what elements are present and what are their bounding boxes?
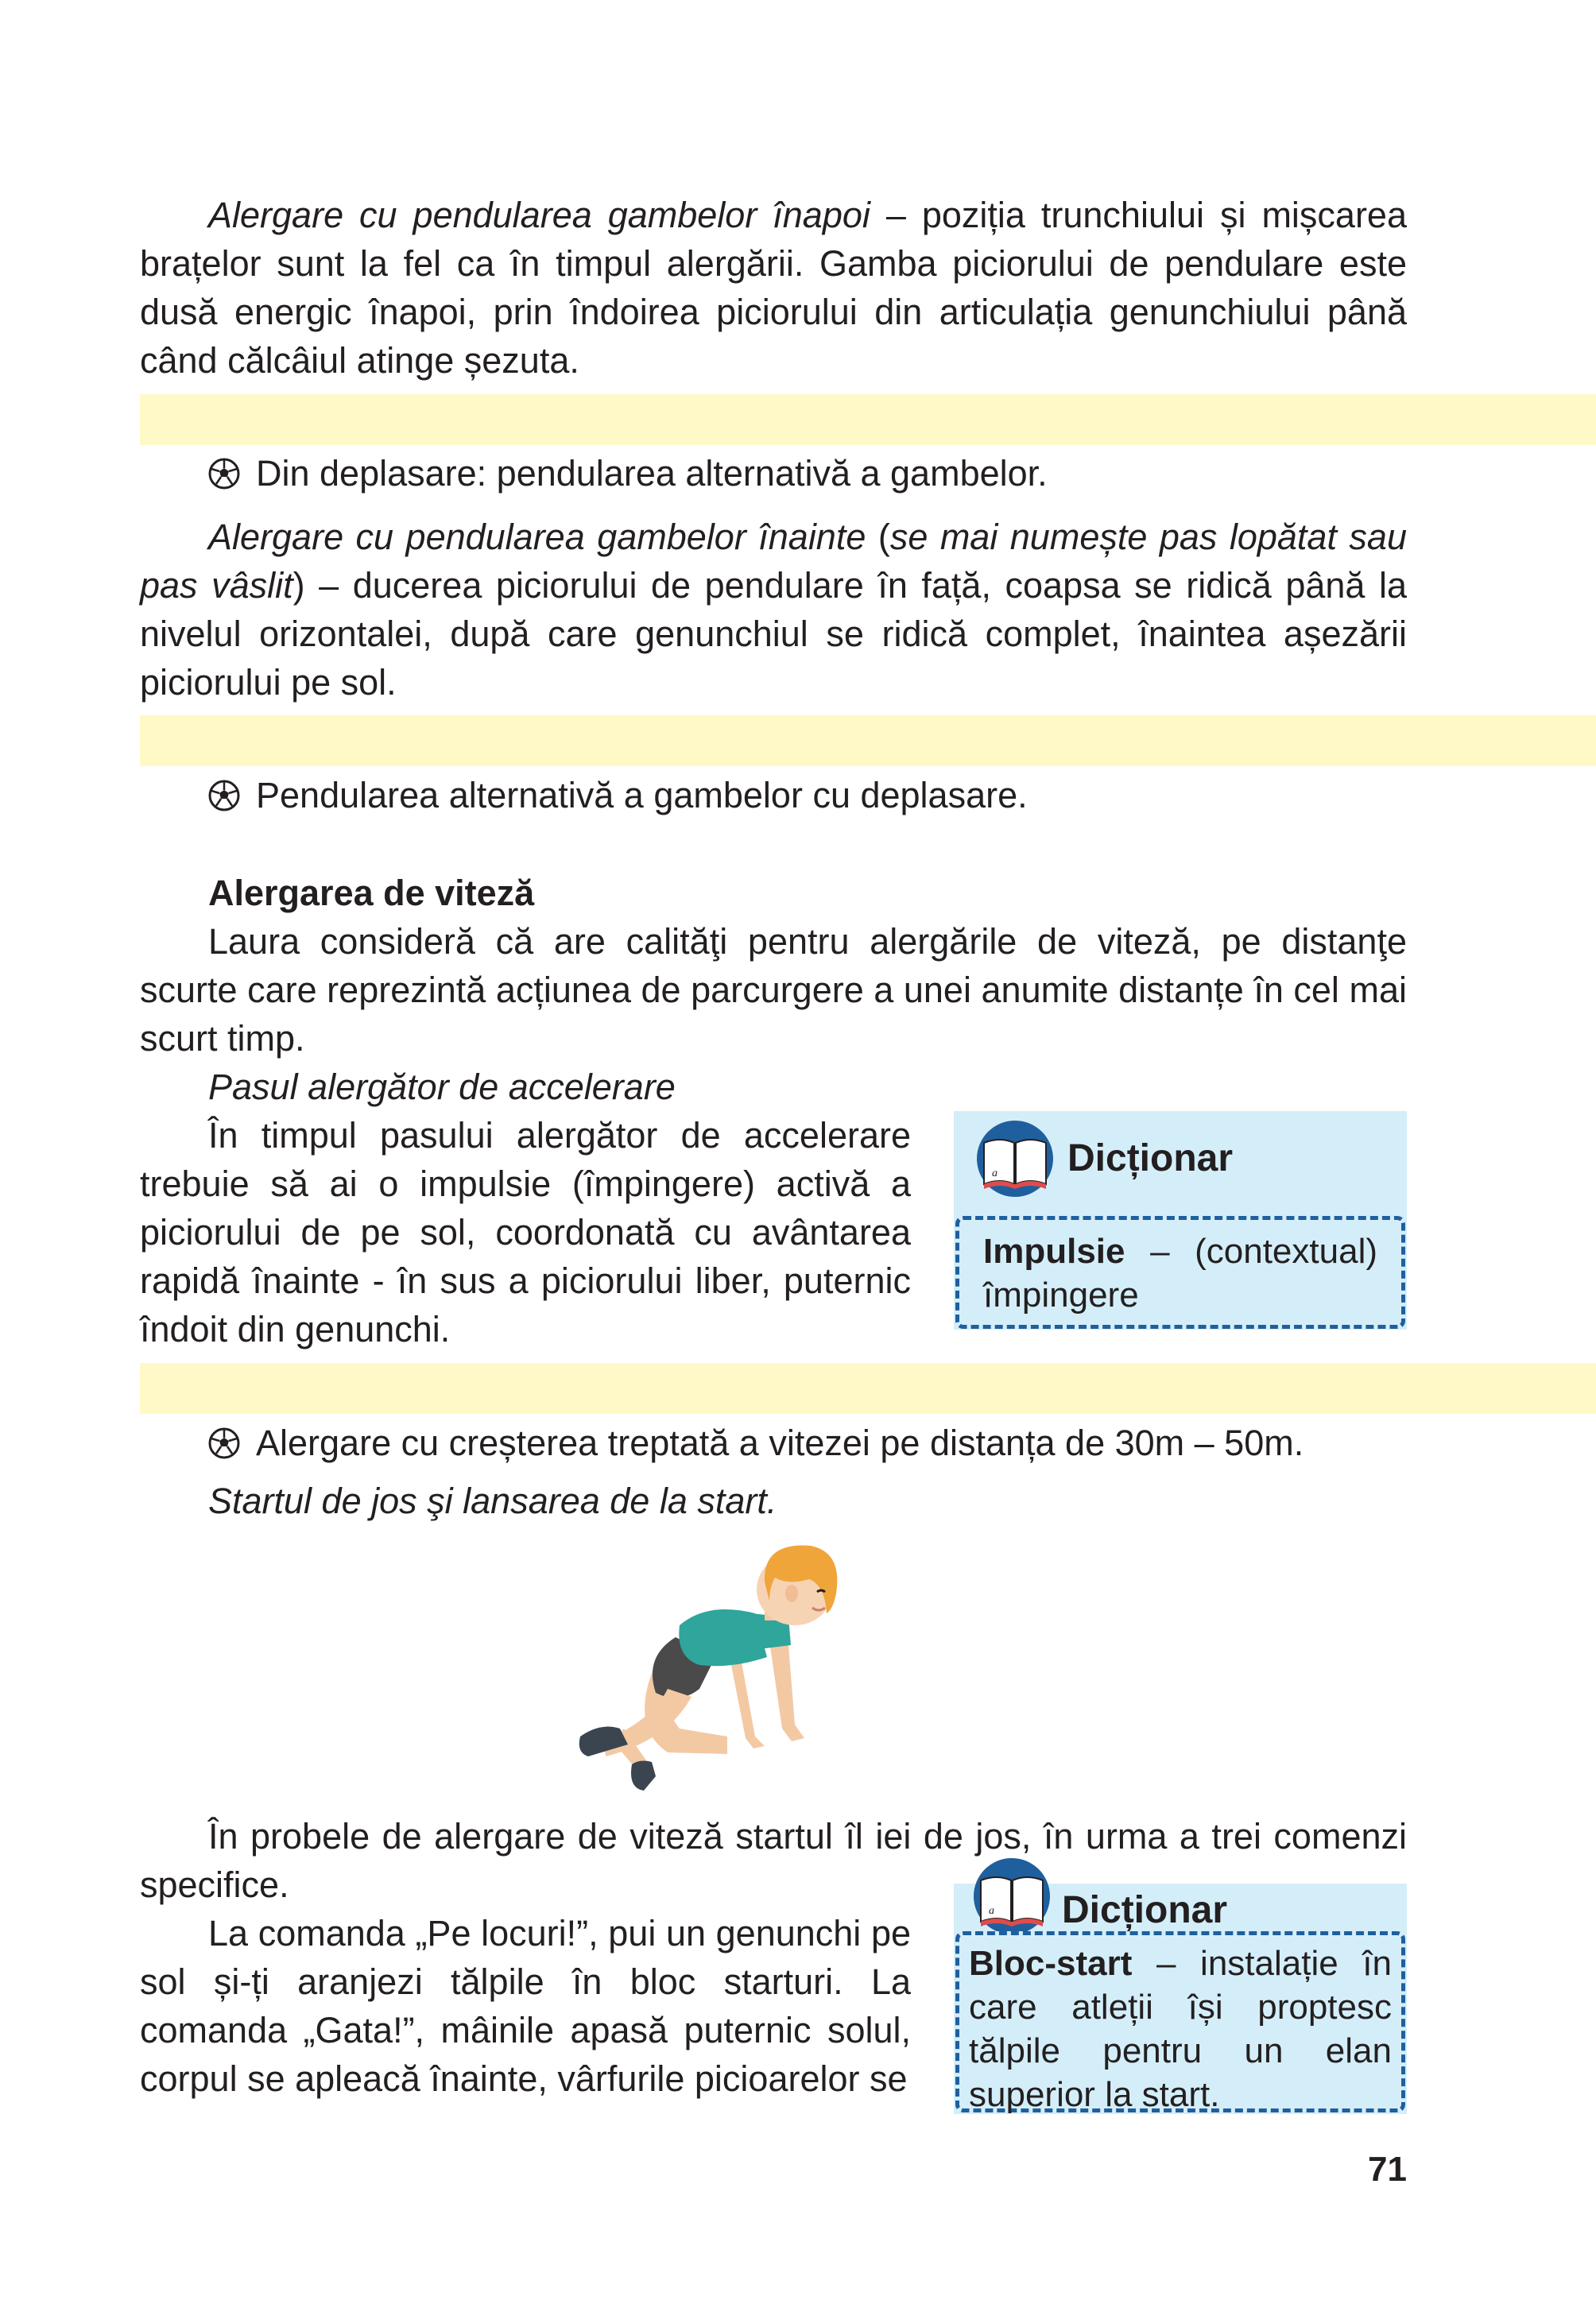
subheading-start: Startul de jos şi lansarea de la start. xyxy=(208,1481,777,1521)
soccer-ball-icon xyxy=(208,1427,240,1459)
exercise-text: Alergare cu creșterea treptată a vitezei pe distanța de 30m – 50m. xyxy=(256,1423,1304,1463)
exercise-item xyxy=(208,449,1048,498)
paragraph-back-kick-text: – poziția trunchiului și mișcarea brațelor sunt la fel ca în timpul alergării. Gamba piciorului de pendulare este dusă energic înapoi, prin îndoirea piciorului din articulația genunchiului până când călcâiul atinge șezuta. xyxy=(140,195,1407,381)
book-icon xyxy=(973,1119,1057,1198)
alt-name: se mai numește pas lopătat sau pas vâslit xyxy=(140,517,1407,606)
exercise-text: Pendularea alternativă a gambelor cu deplasare. xyxy=(256,775,1028,815)
section-heading: Alergarea de viteză xyxy=(208,873,535,913)
dictionary-definition xyxy=(955,1931,1405,2112)
dictionary-box xyxy=(954,1111,1407,1330)
term-back-kick: Alergare cu pendularea gambelor înapoi xyxy=(208,195,870,235)
paren-open: ( xyxy=(866,517,890,557)
dictionary-title: Dicționar xyxy=(1062,1889,1228,1931)
paragraph-speed-intro: Laura consideră că are calităţi pentru alergările de viteză, pe distanţe scurte care reprezintă acțiunea de parcurgere a unei anumite distanțe în cel mai scurt timp. xyxy=(140,921,1407,1059)
page-number: 71 xyxy=(1368,2150,1407,2189)
paragraph-back-kick xyxy=(140,191,1407,385)
dictionary-box xyxy=(954,1884,1407,2114)
term-forward-kick: Alergare cu pendularea gambelor înainte xyxy=(208,517,866,557)
soccer-ball-icon xyxy=(208,780,240,811)
svg-text:a: a xyxy=(992,1167,998,1179)
paragraph-start-commands: În probele de alergare de viteză startul îl iei de jos, în urma a trei comenzi specifice. xyxy=(140,1816,1407,1905)
dictionary-definition xyxy=(955,1216,1405,1329)
crouch-start-illustration xyxy=(556,1538,922,1800)
dictionary-term: Bloc-start xyxy=(969,1944,1133,1983)
soccer-ball-icon xyxy=(208,458,240,490)
paragraph-acceleration: În timpul pasului alergător de accelerare trebuie să ai o impulsie (împingere) activă a piciorului de pe sol, coordonată cu avântarea rapidă înainte - în sus a piciorului liber, puternic îndoit din genunchi. xyxy=(140,1115,911,1349)
subheading-acceleration: Pasul alergător de accelerare xyxy=(208,1067,676,1107)
dictionary-term: Impulsie xyxy=(983,1232,1125,1271)
dictionary-definition-text: – instalație în care atleții își proptesc tălpile pentru un elan superior la start. xyxy=(969,1944,1392,2114)
yellow-band xyxy=(140,394,1596,445)
exercise-item xyxy=(208,771,1028,819)
paragraph-commands-detail: La comanda „Pe locuri!”, pui un genunchi pe sol și-ți aranjezi tălpile în bloc starturi. La comanda „Gata!”, mâinile apasă puternic solul, corpul se apleacă înainte, vârfurile picioarelor se xyxy=(140,1913,911,2099)
paragraph-forward-kick xyxy=(140,513,1407,707)
yellow-band xyxy=(140,1363,1596,1414)
yellow-band xyxy=(140,715,1596,766)
book-icon xyxy=(970,1857,1054,1936)
paragraph-forward-kick-text: ) – ducerea piciorului de pendulare în față, coapsa se ridică până la nivelul orizontalei, după care genunchiul se ridică complet, înaintea așezării piciorului pe sol. xyxy=(140,565,1407,703)
svg-text:a: a xyxy=(989,1905,994,1917)
exercise-item xyxy=(208,1419,1304,1467)
dictionary-title: Dicționar xyxy=(1067,1137,1234,1179)
dictionary-definition-text: – (contextual) împingere xyxy=(983,1232,1377,1315)
exercise-text: Din deplasare: pendularea alternativă a gambelor. xyxy=(256,453,1048,494)
